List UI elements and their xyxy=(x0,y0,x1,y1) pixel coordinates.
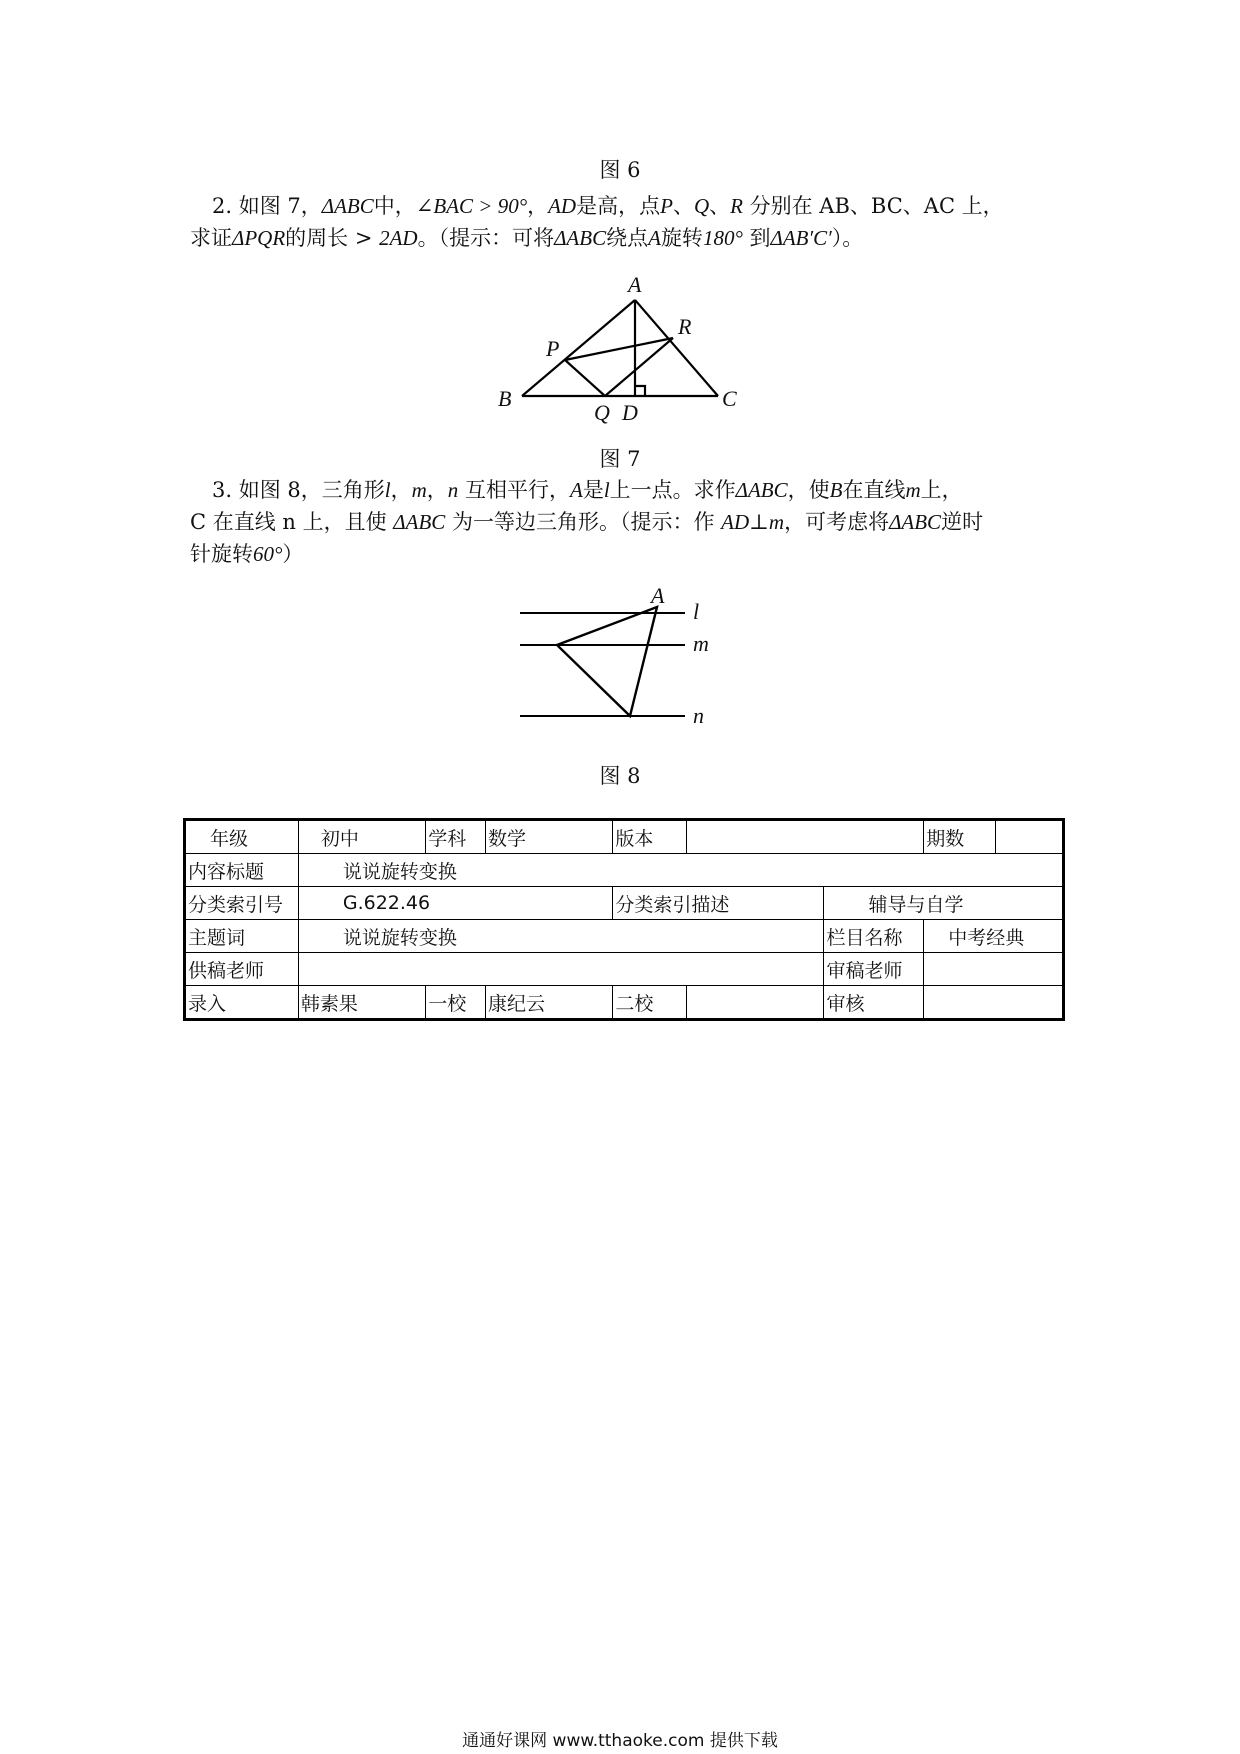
class-index-value: G.622.46 xyxy=(298,887,613,920)
issue-label: 期数 xyxy=(924,820,996,854)
table-row xyxy=(185,920,1064,953)
text: 分别在 AB、BC、AC 上， xyxy=(742,194,1004,218)
teacher-label: 供稿老师 xyxy=(185,953,299,986)
column-value: 中考经典 xyxy=(924,920,1064,953)
math-triangle-pqr: ΔPQR xyxy=(232,226,286,250)
table-row xyxy=(185,953,1064,986)
text: 如图 7， xyxy=(238,194,322,218)
text: 是 xyxy=(582,478,604,502)
problem-3-line-3 xyxy=(190,538,1070,570)
math-triangle-abc: ΔABC xyxy=(393,510,446,534)
problem-2-line-1 xyxy=(190,190,1070,222)
school2-label: 二校 xyxy=(613,986,687,1020)
text: 求证 xyxy=(190,226,232,250)
table-row xyxy=(185,986,1064,1020)
math-m: m xyxy=(905,478,921,502)
math-180-degrees: 180° xyxy=(702,226,743,250)
text: 。（提示：可将 xyxy=(417,226,555,250)
math-60-degrees: 60° xyxy=(253,542,283,566)
text: 到 xyxy=(742,226,771,250)
label-r: R xyxy=(678,314,692,339)
segment-qr xyxy=(605,338,673,396)
math-ad-perp-m: AD⊥m xyxy=(721,510,785,534)
entry-label: 录入 xyxy=(185,986,299,1020)
label-a: A xyxy=(651,585,665,608)
problem-2-line-2 xyxy=(190,222,1070,254)
label-q: Q xyxy=(594,400,610,425)
text: 针旋转 xyxy=(190,542,253,566)
issue-value xyxy=(996,820,1064,854)
math-triangle-abc: ΔABC xyxy=(554,226,607,250)
problem-3-line-2 xyxy=(190,506,1070,538)
segment-ab xyxy=(522,300,635,396)
label-l: l xyxy=(693,599,700,624)
figure-8-caption: 图 8 xyxy=(599,764,641,788)
text: 中， xyxy=(373,194,416,218)
school1-label: 一校 xyxy=(426,986,486,1020)
text: ） xyxy=(282,542,304,566)
entry-value: 韩素果 xyxy=(298,986,425,1020)
math-2ad: 2AD xyxy=(379,226,418,250)
problem-2 xyxy=(190,190,1070,254)
text: 是高，点 xyxy=(576,194,661,218)
text: C 在直线 n 上，且使 xyxy=(190,510,394,534)
label-d: D xyxy=(622,400,638,425)
text: 、 xyxy=(672,194,694,218)
label-p: P xyxy=(546,336,560,361)
topic-value: 说说旋转变换 xyxy=(298,920,824,953)
class-desc-value: 辅导与自学 xyxy=(824,887,1064,920)
figure-8-diagram xyxy=(515,585,725,730)
label-m: m xyxy=(693,631,709,656)
math-r: R xyxy=(730,194,743,218)
teacher-value xyxy=(298,953,824,986)
segment-pq xyxy=(565,360,605,396)
topic-label: 主题词 xyxy=(185,920,299,953)
problem-3 xyxy=(190,474,1070,570)
edition-value xyxy=(687,820,924,854)
reviewer-value xyxy=(924,953,1064,986)
math-a: A xyxy=(569,478,583,502)
school1-value: 康纪云 xyxy=(486,986,613,1020)
school2-value xyxy=(687,986,824,1020)
problem-3-line-1 xyxy=(190,474,1070,506)
figure-6-caption: 图 6 xyxy=(599,158,641,182)
content-title-value: 说说旋转变换 xyxy=(298,854,1063,887)
math-l: l xyxy=(603,478,610,502)
text: ， xyxy=(527,194,549,218)
text: ，可考虑将 xyxy=(784,510,890,534)
math-triangle-abc: ΔABC xyxy=(735,478,788,502)
label-c: C xyxy=(722,386,737,411)
content-title-label: 内容标题 xyxy=(185,854,299,887)
subject-label: 学科 xyxy=(426,820,486,854)
right-angle-mark xyxy=(635,386,645,396)
text: 如图 8，三角形 xyxy=(238,478,385,502)
math-triangle-abc: ΔABC xyxy=(321,194,374,218)
text: 上， xyxy=(920,478,963,502)
text: 为一等边三角形。（提示：作 xyxy=(445,510,722,534)
class-index-label: 分类索引号 xyxy=(185,887,299,920)
math-b: B xyxy=(829,478,843,502)
math-l: l xyxy=(384,478,391,502)
label-b: B xyxy=(498,386,512,411)
text: 逆时 xyxy=(941,510,984,534)
table-row xyxy=(185,887,1064,920)
triangle-abc xyxy=(557,607,657,716)
text: ， xyxy=(390,478,412,502)
figure-7-caption: 图 7 xyxy=(599,447,641,471)
subject-value: 数学 xyxy=(486,820,613,854)
column-label: 栏目名称 xyxy=(824,920,924,953)
segment-ac xyxy=(635,300,718,396)
math-n: n xyxy=(447,478,459,502)
info-table xyxy=(183,818,1065,1021)
page-footer: 通通好课网 www.tthaoke.com 提供下载 xyxy=(462,1731,778,1751)
label-a: A xyxy=(628,272,642,297)
text: 上一点。求作 xyxy=(609,478,736,502)
math-ad: AD xyxy=(548,194,577,218)
math-triangle-ab-prime-c-prime: ΔAB′C′ xyxy=(770,226,832,250)
table-row xyxy=(185,820,1064,854)
text: 的周长 > xyxy=(285,226,380,250)
text: 互相平行， xyxy=(458,478,570,502)
text: 绕点 xyxy=(606,226,649,250)
text: 、 xyxy=(709,194,731,218)
math-m: m xyxy=(411,478,427,502)
class-desc-label: 分类索引描述 xyxy=(613,887,824,920)
label-n: n xyxy=(693,703,704,728)
grade-label: 年级 xyxy=(185,820,299,854)
text: 在直线 xyxy=(842,478,906,502)
math-angle: ∠BAC > 90° xyxy=(415,194,528,218)
audit-value xyxy=(924,986,1064,1020)
grade-value: 初中 xyxy=(298,820,425,854)
text: ）。 xyxy=(831,226,864,250)
figure-7-diagram xyxy=(480,270,760,430)
math-a: A xyxy=(648,226,661,250)
audit-label: 审核 xyxy=(824,986,924,1020)
text: 旋转 xyxy=(660,226,703,250)
math-p: P xyxy=(660,194,673,218)
math-triangle-abc: ΔABC xyxy=(889,510,942,534)
text: ，使 xyxy=(787,478,830,502)
edition-label: 版本 xyxy=(613,820,687,854)
problem-number: 2. xyxy=(212,194,233,218)
math-q: Q xyxy=(693,194,710,218)
segment-pr xyxy=(565,338,673,360)
table-row xyxy=(185,854,1064,887)
reviewer-label: 审稿老师 xyxy=(824,953,924,986)
problem-number: 3. xyxy=(212,478,233,502)
text: ， xyxy=(426,478,448,502)
